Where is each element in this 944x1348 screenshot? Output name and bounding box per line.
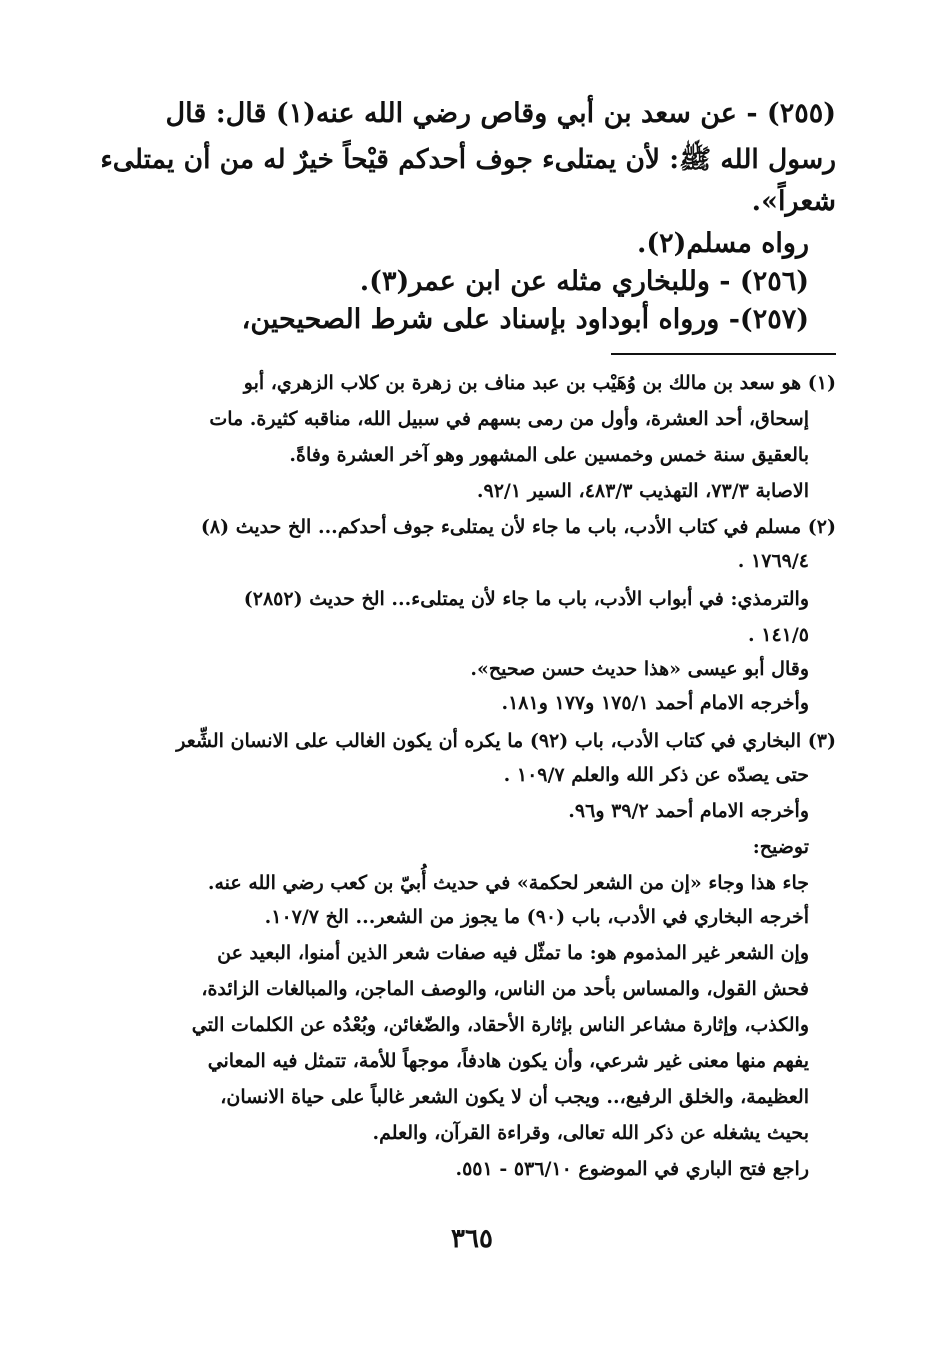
footnote-separator [611, 353, 836, 355]
footnote-line-4: الاصابة ٧٣/٣، التهذيب ٤٨٣/٣، السير ٩٢/١. [476, 480, 809, 502]
footnote-line-18: والكذب، وإثارة مشاعر الناس بإثارة الأحقاد، والضّغائن، وبُعْدُه عن الكلمات التي [191, 1014, 809, 1036]
footnote-line-22: راجع فتح الباري في الموضوع ٥٣٦/١٠ - ٥٥١. [455, 1158, 809, 1180]
main-text-line-1: (٢٥٥) - عن سعد بن أبي وقاص رضي الله عنه(١) قال: قال [165, 98, 836, 129]
footnote-line-16: وإن الشعر غير المذموم هو: ما تمثّل فيه صفات شعر الذين أمنوا، البعيد عن [217, 942, 809, 964]
footnote-line-1: (١) هو سعد بن مالك بن وُهَيْب بن عبد مناف بن زهرة بن كلاب الزهري، أبو [243, 372, 836, 394]
footnote-line-21: بحيث يشغله عن ذكر الله تعالى، وقراءة القرآن، والعلم. [372, 1122, 809, 1144]
footnote-line-6: ١٧٦٩/٤ . [737, 550, 809, 572]
footnote-line-3: بالعقيق سنة خمس وخمسين على المشهور وهو آخر العشرة وفاةً. [289, 444, 809, 466]
footnote-line-20: العظيمة، والخلق الرفيع،.. ويجب أن لا يكون الشعر غالباً على حياة الانسان، [220, 1086, 809, 1108]
footnote-line-7: والترمذي: في أبواب الأدب، باب ما جاء لأن يمتلىء... الخ حديث (٢٨٥٢) [243, 588, 809, 610]
footnote-line-5: (٢) مسلم في كتاب الأدب، باب ما جاء لأن يمتلىء جوف أحدكم... الخ حديث (٨) [200, 516, 836, 538]
footnote-line-12: حتى يصدّه عن ذكر الله والعلم ١٠٩/٧ . [503, 764, 809, 786]
footnote-line-2: إسحاق، أحد العشرة، وأول من رمى بسهم في سبيل الله، مناقبه كثيرة. مات [209, 408, 809, 430]
footnote-line-11: (٣) البخاري في كتاب الأدب، باب (٩٢) ما يكره أن يكون الغالب على الانسان الشِّعر [176, 730, 836, 752]
footnote-line-9: وقال أبو عيسى «هذا حديث حسن صحيح». [470, 658, 809, 680]
footnote-line-15: أخرجه البخاري في الأدب، باب (٩٠) ما يجوز من الشعر... الخ ١٠٧/٧. [264, 906, 809, 928]
footnote-line-10: وأخرجه الامام أحمد ١٧٥/١ و١٧٧ و١٨١. [501, 692, 809, 714]
main-text-line-4: رواه مسلم(٢). [636, 228, 809, 259]
main-text-line-2: رسول الله ﷺ: لأن يمتلىء جوف أحدكم قيْحاً خيرٌ له من أن يمتلىء [100, 144, 836, 175]
main-text-line-6: (٢٥٧)- ورواه أبوداود بإسناد على شرط الصحيحين، [241, 304, 809, 335]
page-number: ٣٦٥ [451, 1224, 493, 1254]
footnote-line-13: وأخرجه الامام أحمد ٣٩/٢ و٩٦. [568, 800, 809, 822]
main-text-line-5: (٢٥٦) - وللبخاري مثله عن ابن عمر(٣). [359, 266, 809, 297]
footnote-line-14: جاء هذا وجاء «إن من الشعر لحكمة» في حديث أُبيّ بن كعب رضي الله عنه. [207, 872, 809, 894]
footnote-line-19: يفهم منها معنى غير شرعي، وأن يكون هادفاً، موجهاً للأمة، تتمثل فيه المعاني [207, 1050, 809, 1072]
main-text-line-3: شعراً». [751, 186, 836, 217]
footnote-line-17: فحش القول، والمساس بأحد من الناس، والوصف الماجن، والمبالغات الزائدة، [201, 978, 809, 1000]
footnote-heading: توضيح: [752, 836, 809, 858]
footnote-line-8: ١٤١/٥ . [748, 624, 809, 646]
